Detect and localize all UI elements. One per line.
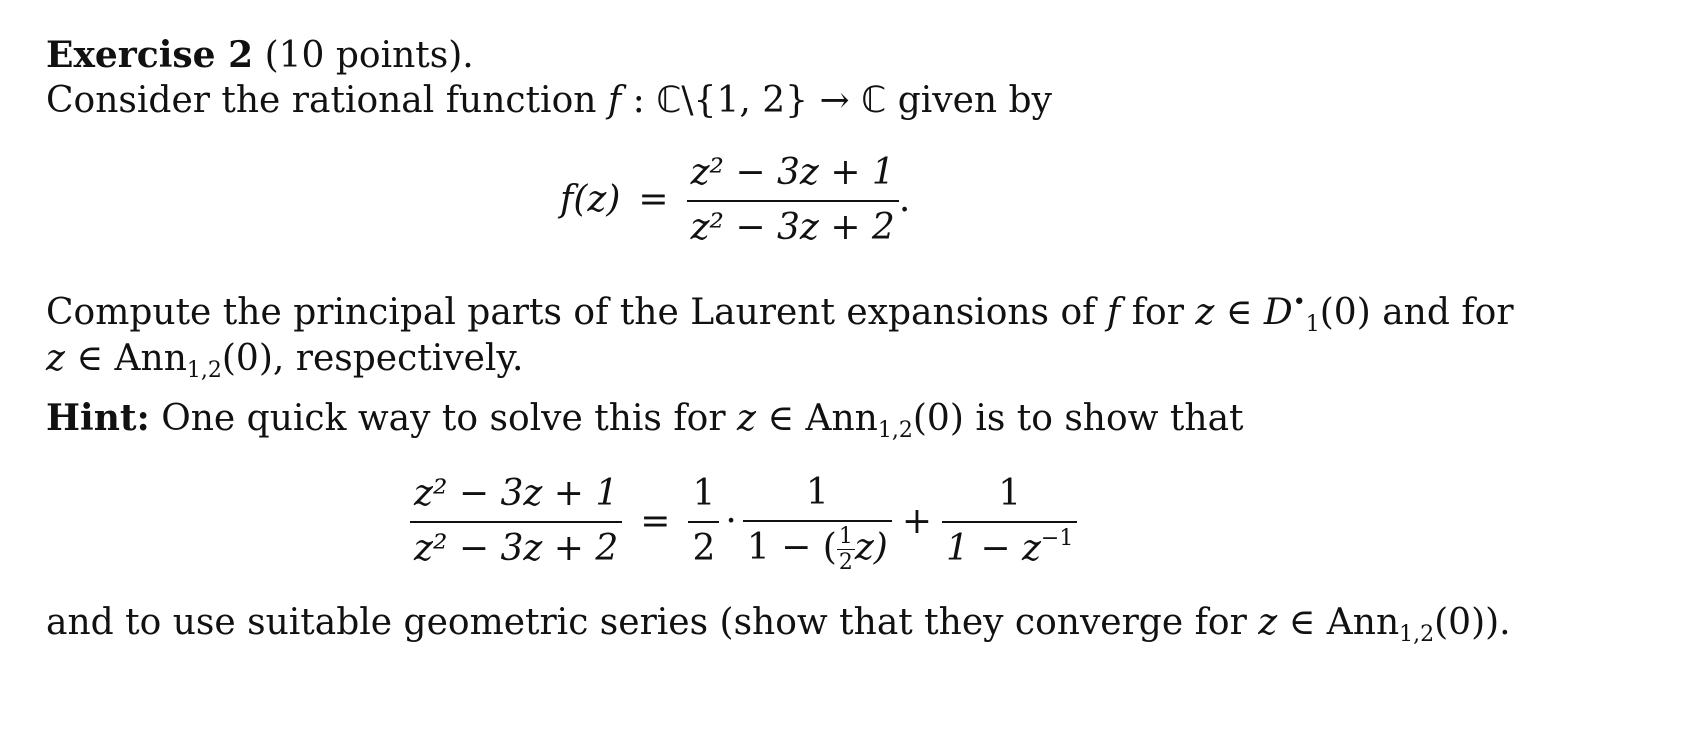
eq2-term1-num: 1 xyxy=(805,472,829,513)
hint-label: Hint: xyxy=(46,397,150,439)
hint-rest: (0) is to show that xyxy=(912,398,1244,439)
eq1-fraction xyxy=(687,150,899,252)
func-symbol: f xyxy=(607,80,622,121)
eq2-small-num: 1 xyxy=(838,524,853,550)
eq2-half xyxy=(688,471,719,573)
task-line-1 xyxy=(46,290,1514,337)
closing-annulus: Ann xyxy=(1326,602,1400,643)
exercise-points: (10 points). xyxy=(264,35,474,76)
eq2-half-den: 2 xyxy=(688,521,719,573)
eq2-term2-den-base: 1 − z xyxy=(946,528,1041,570)
annulus-sub: 1,2 xyxy=(186,358,222,383)
task2-z: z ∈ xyxy=(46,338,104,379)
eq2-plus: + xyxy=(901,500,932,542)
eq2-term1-den xyxy=(743,520,892,575)
hint-annulus: Ann xyxy=(805,398,878,439)
eq2-lhs-fraction xyxy=(410,471,622,573)
task-part2: for xyxy=(1131,292,1184,333)
closing-z: z ∈ xyxy=(1258,602,1316,643)
eq2-small-fraction xyxy=(837,525,855,574)
intro-prefix: Consider the rational function xyxy=(46,80,597,121)
intro-suffix: given by xyxy=(897,80,1052,121)
hint-annulus-sub: 1,2 xyxy=(877,418,913,443)
eq2-term2-exp: −1 xyxy=(1040,526,1074,552)
intro-line xyxy=(46,78,1052,125)
eq2-half-num: 1 xyxy=(692,473,716,515)
disk-radius: 1 xyxy=(1305,312,1320,337)
eq2-term2-num: 1 xyxy=(998,473,1022,515)
hint-z: z ∈ xyxy=(736,398,795,439)
disk-arg: (0) and for xyxy=(1319,292,1514,333)
task2-rest: (0), respectively. xyxy=(221,338,524,379)
eq2-equals: = xyxy=(640,500,671,542)
closing-line xyxy=(46,600,1511,647)
eq1-numerator: z² − 3z + 1 xyxy=(690,152,895,193)
closing-annulus-sub: 1,2 xyxy=(1399,622,1435,647)
task-line-2 xyxy=(46,336,523,383)
eq1-lhs: f(z) xyxy=(560,179,621,221)
domain-exclusion: \{1, 2} → xyxy=(681,80,850,121)
eq2-term2-den xyxy=(942,521,1077,573)
task-z: z ∈ xyxy=(1195,292,1253,333)
hint-text: One quick way to solve this for xyxy=(161,398,726,439)
complex-set: ℂ xyxy=(656,80,682,121)
eq2-term1-den-b: z) xyxy=(854,526,888,568)
colon: : xyxy=(632,80,645,121)
eq1-denominator: z² − 3z + 2 xyxy=(687,200,899,252)
disk-symbol: D xyxy=(1263,292,1293,333)
closing-rest: (0)). xyxy=(1434,602,1511,643)
exercise-title: Exercise 2 xyxy=(46,34,254,76)
disk-punctured: • xyxy=(1292,290,1306,315)
task-part1: Compute the principal parts of the Laurent expansions of xyxy=(46,292,1096,333)
eq2-term2 xyxy=(942,471,1077,573)
eq2-lhs-numerator: z² − 3z + 1 xyxy=(414,473,619,515)
equation-definition xyxy=(560,150,910,252)
task-f: f xyxy=(1106,292,1121,333)
exercise-header xyxy=(46,32,474,80)
complex-set-codomain: ℂ xyxy=(861,80,887,121)
eq2-lhs-denominator: z² − 3z + 2 xyxy=(410,521,622,573)
closing-text: and to use suitable geometric series (show that they converge for xyxy=(46,602,1247,643)
hint-line xyxy=(46,395,1244,443)
annulus-symbol: Ann xyxy=(114,338,187,379)
eq1-equals: = xyxy=(638,179,669,221)
eq2-term1 xyxy=(743,470,892,574)
eq2-term1-den-a: 1 − ( xyxy=(746,526,837,568)
eq2-dot: · xyxy=(725,500,737,542)
equation-decomposition xyxy=(410,470,1077,574)
eq1-period: . xyxy=(898,179,911,221)
eq2-small-den: 2 xyxy=(838,550,853,576)
